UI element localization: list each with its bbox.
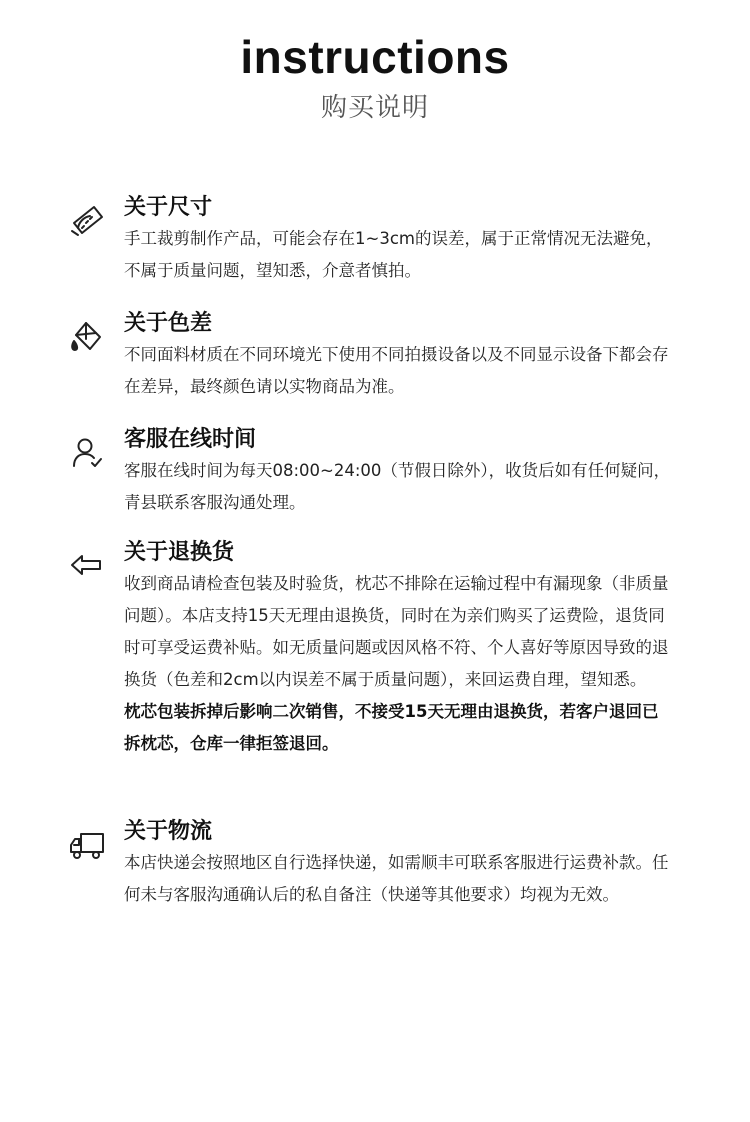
delivery-truck-icon [68,825,106,863]
title-english: instructions [240,31,510,83]
customer-service-icon [68,433,106,471]
page-header [0,28,750,128]
section-paragraph: 手工裁剪制作产品，可能会存在1~3cm的误差，属于正常情况无法避免，不属于质量问题，望知悉，介意者慎拍。 [124,229,663,280]
section-body [124,223,672,287]
section-body [124,847,672,911]
section-heading: 关于尺寸 [124,195,213,220]
section-paragraph: 不同面料材质在不同环境光下使用不同拍摄设备以及不同显示设备下都会存在差异，最终颜色请以实物商品为准。 [124,345,669,396]
paint-bucket-icon [68,317,106,355]
section-heading: 关于退换货 [124,540,235,565]
section-body [124,455,672,519]
section-note: 枕芯包装拆掉后影响二次销售，不接受15天无理由退换货，若客户退回已拆枕芯，仓库一律拒签退回。 [124,702,659,753]
section-body [124,568,672,760]
section-heading: 关于色差 [124,311,213,336]
section-heading: 关于物流 [124,819,213,844]
return-arrow-icon [68,546,106,584]
section-paragraph: 本店快递会按照地区自行选择快递，如需顺丰可联系客服进行运费补款。任何未与客服沟通确认后的私自备注（快递等其他要求）均视为无效。 [124,853,669,904]
title-chinese: 购买说明 [320,93,429,123]
section-heading: 客服在线时间 [124,427,257,452]
section-paragraph: 收到商品请检查包装及时验货，枕芯不排除在运输过程中有漏现象（非质量问题）。本店支持15天无理由退换货，同时在为亲们购买了运费险，退货同时可享受运费补贴。如无质量问题或因风格不符、个人喜好等原因导致的退换货（色差和2cm以内误差不属于质量问题），来回运费自理，望知悉。 [124,574,669,689]
protractor-icon [68,201,106,239]
section-body [124,339,672,403]
section-paragraph: 客服在线时间为每天08:00~24:00（节假日除外），收货后如有任何疑问，青县联系客服沟通处理。 [124,461,671,512]
